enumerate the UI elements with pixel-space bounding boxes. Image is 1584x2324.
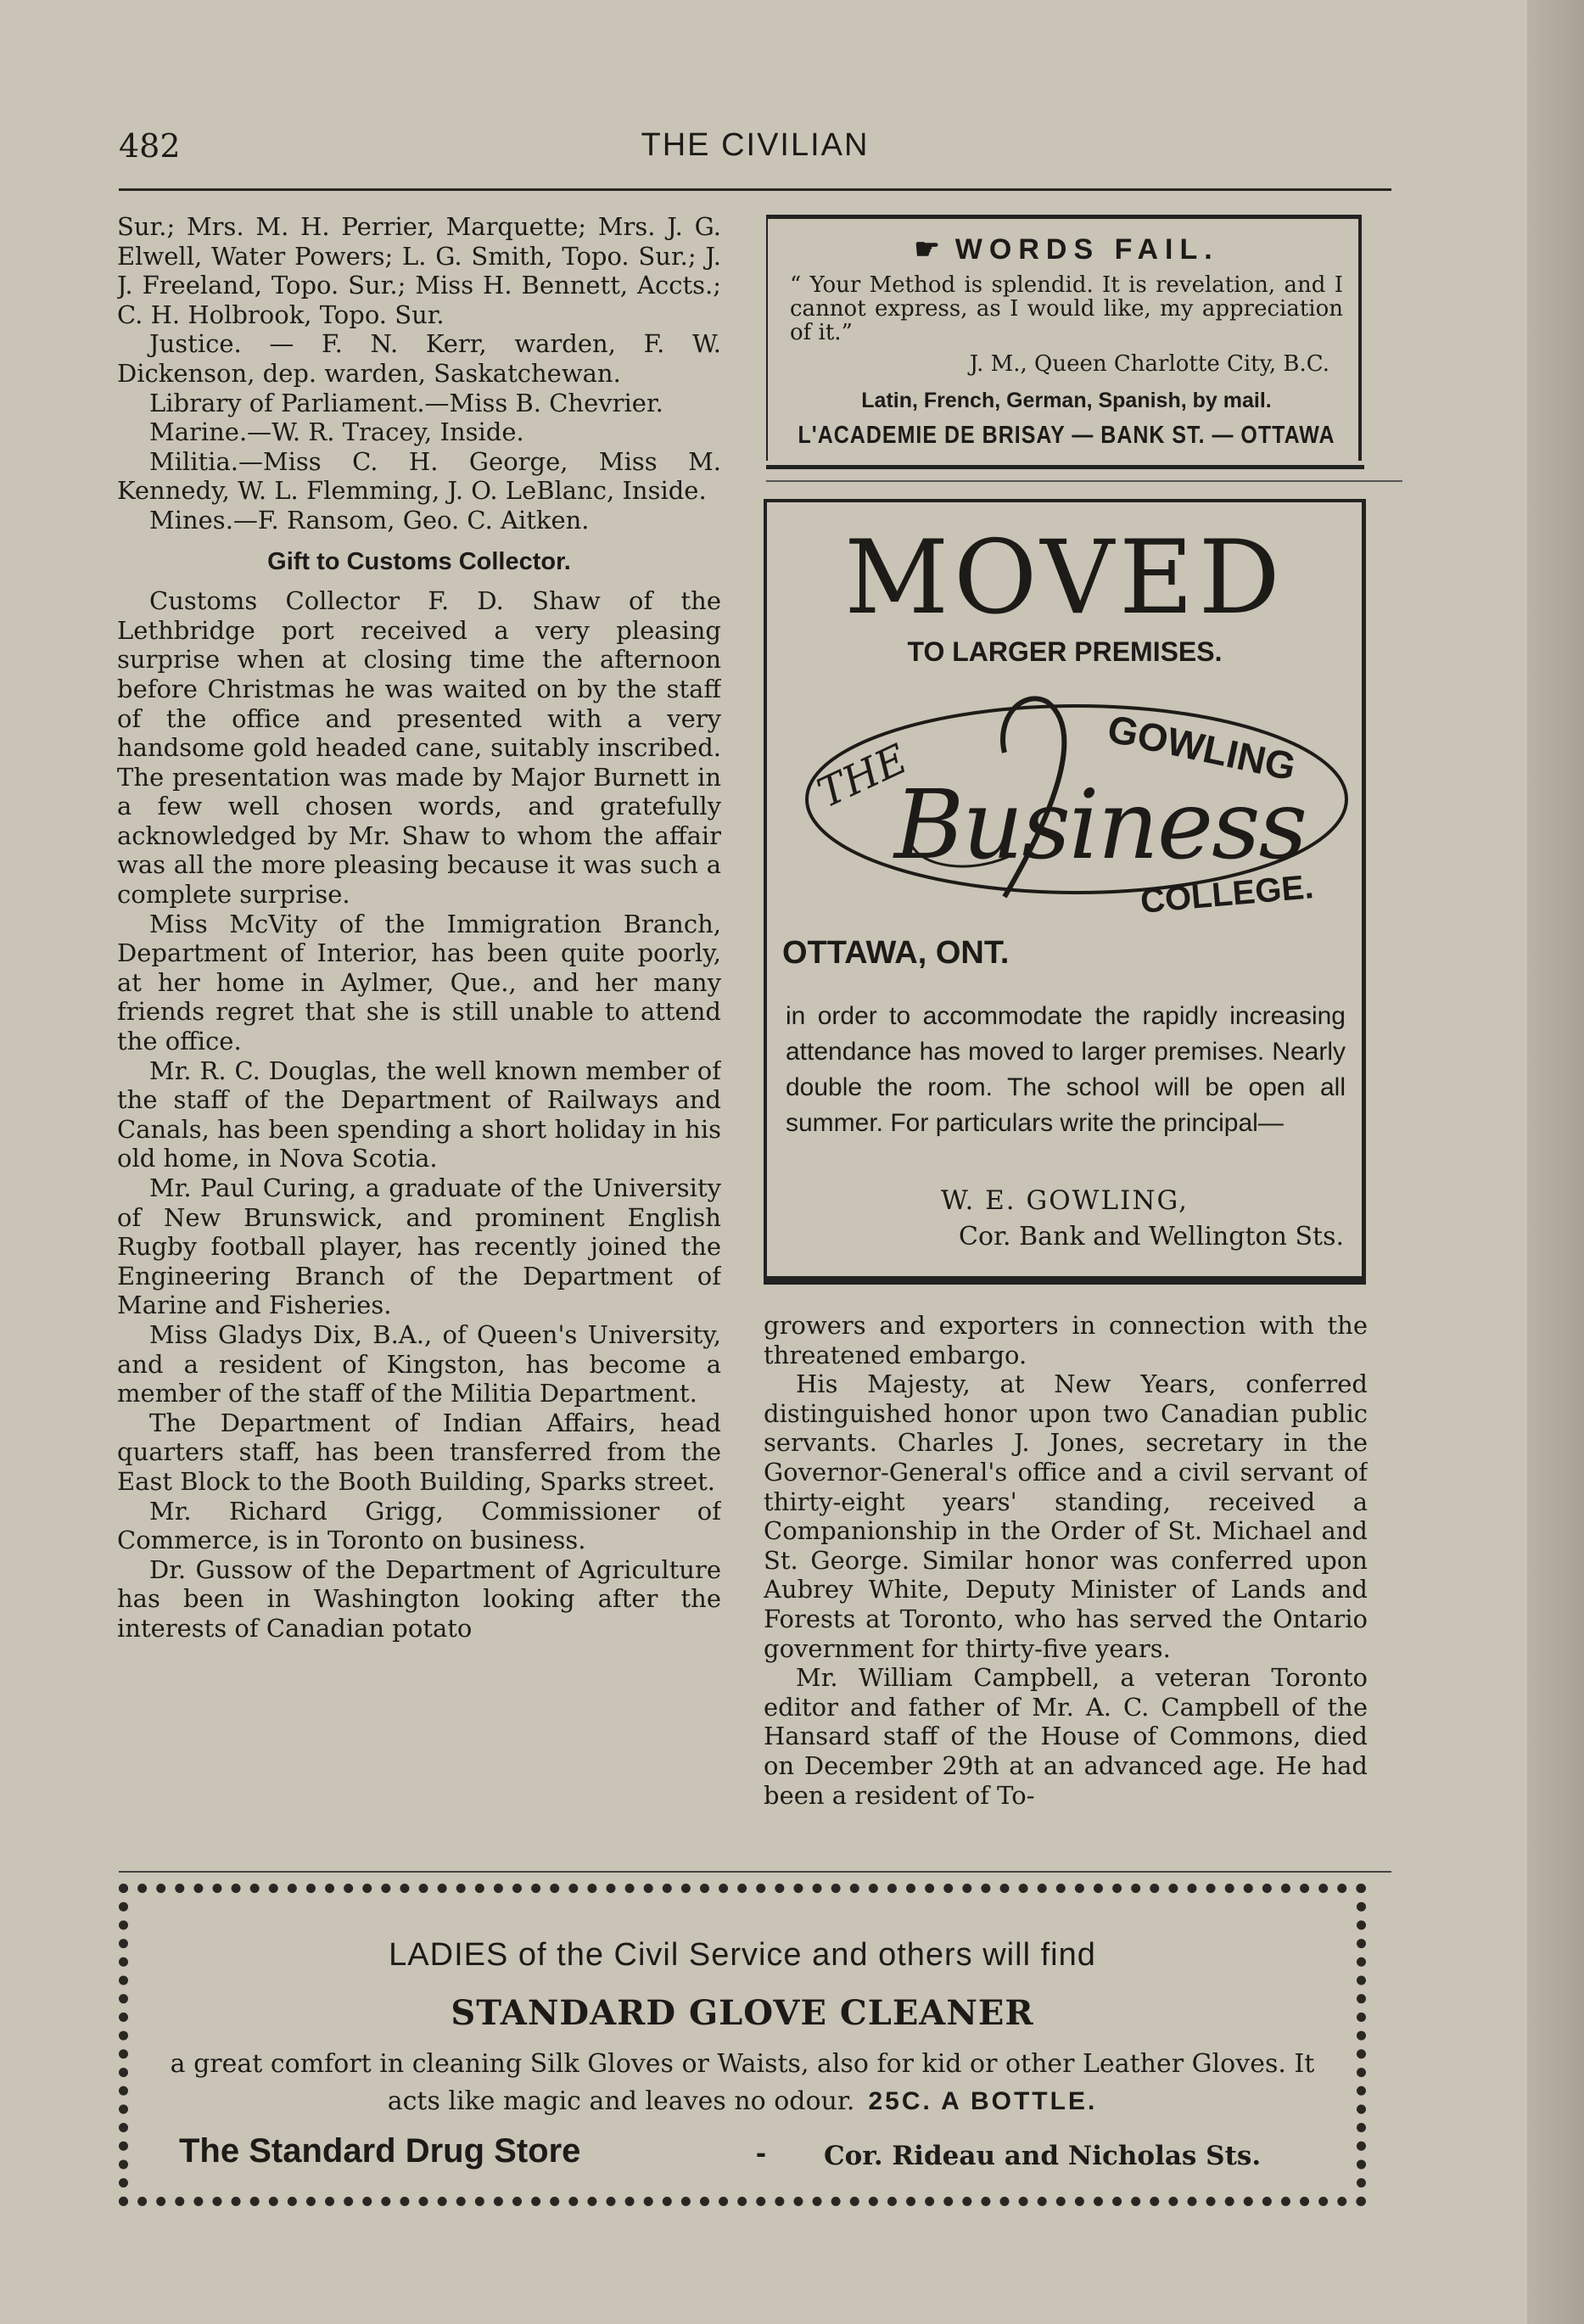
ad-moved xyxy=(764,499,1366,1280)
left-column xyxy=(117,212,721,1862)
section-rule xyxy=(119,1871,1391,1873)
page-number: 482 xyxy=(119,127,181,165)
ad-title: STANDARD GLOVE CLEANER xyxy=(451,1993,1034,2033)
testimonial-signature: J. M., Queen Charlotte City, B.C. xyxy=(969,351,1329,377)
paragraph: Militia.—Miss C. H. George, Miss M. Kennedy, W. L. Flemming, J. O. LeBlanc, Inside. xyxy=(117,446,721,506)
ad-separator: - xyxy=(756,2135,766,2170)
ad-body-text: a great comfort in cleaning Silk Gloves or Waists, also for kid or other Leather Gloves. It acts like magic and leaves no odour. xyxy=(170,2049,1315,2116)
ad-body xyxy=(162,2046,1323,2120)
ad-address: Cor. Bank and Wellington Sts. xyxy=(958,1222,1344,1252)
logo-the: THE xyxy=(810,735,915,818)
paragraph: Mr. William Campbell, a veteran Toronto editor and father of Mr. A. C. Campbell of the Hansard staff of the House of Commons, died on December 29th at an advanced age. He had been a resident of To- xyxy=(764,1663,1368,1810)
journal-title: THE CIVILIAN xyxy=(641,127,870,163)
right-column xyxy=(764,1311,1368,1862)
header-rule xyxy=(119,188,1391,191)
ad-body: in order to accommodate the rapidly increasing attendance has moved to larger premises. Nearly double the room. The school will be open all summer. For particulars write the principal— xyxy=(786,1002,1346,1137)
paragraph: His Majesty, at New Years, conferred distinguished honor upon two Canadian public servants. Charles J. Jones, secretary in the Governor-General's office and a civil servant of thirty-eight years' standing, received a Companionship in the Order of St. Michael and St. George. Similar honor was conferred upon Aubrey White, Deputy Minister of Lands and Forests at Toronto, who has served the Ontario government for thirty-five years. xyxy=(764,1369,1368,1663)
logo-gowling: GOWLING xyxy=(1104,706,1300,789)
ad-price: 25C. A BOTTLE. xyxy=(868,2087,1098,2115)
logo-city: OTTAWA, ONT. xyxy=(782,935,1010,971)
paragraph: Miss Gladys Dix, B.A., of Queen's University, and a resident of Kingston, has become a member of the staff of the Militia Department. xyxy=(117,1319,721,1408)
paragraph: Mr. R. C. Douglas, the well known member of the staff of the Department of Railways and Canals, has been spending a short holiday in his old home, in Nova Scotia. xyxy=(117,1056,721,1173)
paragraph: Mines.—F. Ransom, Geo. C. Aitken. xyxy=(149,505,590,535)
paragraph: Library of Parliament.—Miss B. Chevrier. xyxy=(149,388,663,417)
ad-address: Cor. Rideau and Nicholas Sts. xyxy=(824,2141,1262,2171)
paragraph: Mr. Richard Grigg, Commissioner of Commerce, is in Toronto on business. xyxy=(117,1496,721,1555)
ad-glove-cleaner xyxy=(119,1884,1366,2206)
page-header xyxy=(119,127,1391,178)
ad-languages: Latin, French, German, Spanish, by mail. xyxy=(861,389,1272,412)
ad-intro: LADIES of the Civil Service and others will find xyxy=(389,1937,1096,1973)
paragraph: Sur.; Mrs. M. H. Perrier, Marquette; Mrs. J. G. Elwell, Water Powers; L. G. Smith, Topo. Sur.; J. J. Freeland, Topo. Sur.; Miss H. Bennett, Accts.; C. H. Holbrook, Topo. Sur. xyxy=(117,212,721,329)
ad-title-text: WORDS FAIL. xyxy=(954,233,1219,266)
ad-rule xyxy=(764,1280,1366,1285)
paragraph: growers and exporters in connection with the threatened embargo. xyxy=(764,1311,1368,1369)
paragraph: The Department of Indian Affairs, head quarters staff, has been transferred from the East Block to the Booth Building, Sparks street. xyxy=(117,1408,721,1496)
ad-principal: W. E. GOWLING, xyxy=(941,1185,1189,1216)
logo-business: Business xyxy=(894,770,1307,881)
ad-store-name: The Standard Drug Store xyxy=(179,2132,581,2170)
ad-title: MOVED xyxy=(844,519,1285,637)
paragraph: Mr. Paul Curing, a graduate of the University of New Brunswick, and prominent English Rugby football player, has recently joined the Engineering Branch of the Department of Marine and Fisheries. xyxy=(117,1173,721,1320)
paragraph: Customs Collector F. D. Shaw of the Lethbridge port received a very pleasing surprise when at closing time the afternoon before Christmas he was waited on by the staff of the office and presented with a very handsome gold headed cane, suitably inscribed. The presentation was made by Major Burnett in a few well chosen words, and gratefully acknowledged by Mr. Shaw to whom the affair was all the more pleasing because it was such a complete surprise. xyxy=(117,586,721,910)
ad-school-name: L'ACADEMIE DE BRISAY — BANK ST. — OTTAWA xyxy=(798,421,1335,450)
ad-rule xyxy=(766,480,1402,482)
ad-words-fail xyxy=(766,215,1362,461)
ad-title xyxy=(790,232,1343,266)
paragraph: Marine.—W. R. Tracey, Inside. xyxy=(149,417,524,447)
logo-college: COLLEGE. xyxy=(1139,868,1315,921)
ad-rule xyxy=(766,465,1364,469)
ad-subtitle: TO LARGER PREMISES. xyxy=(907,636,1223,667)
section-heading: Gift to Customs Collector. xyxy=(267,547,571,575)
page-edge xyxy=(1527,0,1584,2324)
testimonial-quote: “ Your Method is splendid. It is revelation, and I cannot express, as I would like, my appreciation of it.” xyxy=(790,272,1343,345)
paragraph: Dr. Gussow of the Department of Agriculture has been in Washington looking after the interests of Canadian potato xyxy=(117,1554,721,1643)
pointing-hand-icon: ☛ xyxy=(914,233,940,266)
paragraph: Justice. — F. N. Kerr, warden, F. W. Dickenson, dep. warden, Saskatchewan. xyxy=(117,329,721,388)
paragraph: Miss McVity of the Immigration Branch, Department of Interior, has been quite poorly, at her home in Aylmer, Que., and her many friends regret that she is still unable to attend the office. xyxy=(117,909,721,1056)
